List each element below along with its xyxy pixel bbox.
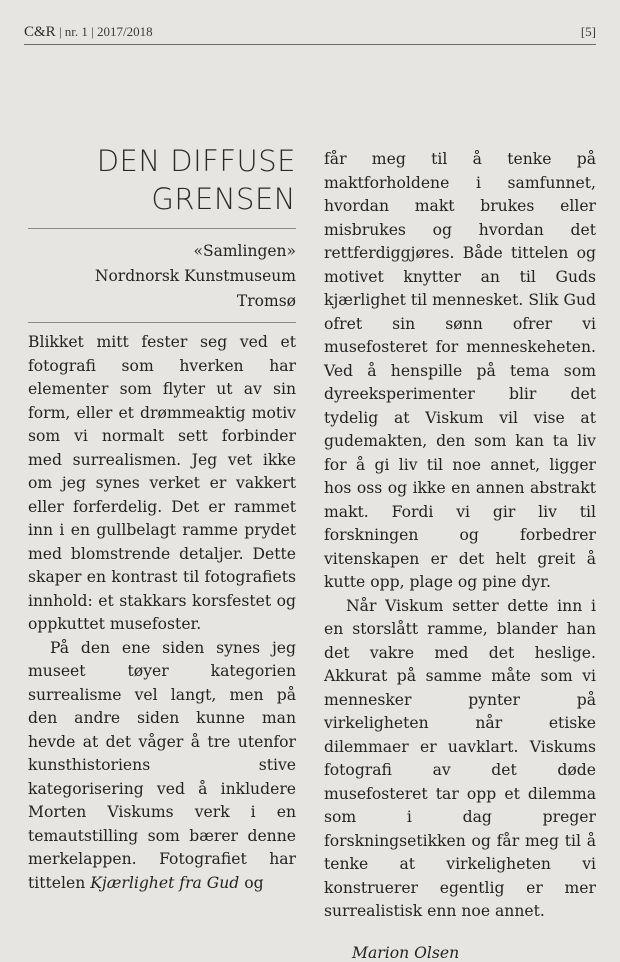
left-column	[28, 130, 296, 895]
title-divider	[28, 228, 296, 229]
museum-city: Tromsø	[236, 292, 296, 310]
paragraph-2-continued: og	[244, 873, 264, 892]
journal-info	[24, 24, 153, 41]
issue-number: nr. 1	[64, 24, 88, 39]
title-line-2: GRENSEN	[151, 182, 296, 216]
paragraph-1: Blikket mitt fester seg ved et fotografi som hverken har elementer som flyter ut av sin form, eller et drømmeaktig motiv som vi normalt sett forbinder med surrealismen. Jeg vet ikke om jeg synes verket er vakkert eller forferdelig. Det er rammet inn i en gullbelagt ramme prydet med blomstrende detaljer. Dette skaper en kontrast til fotografiets innhold: et stakkars korsfestet og oppkuttet musefoster.	[28, 333, 296, 633]
artwork-title: Kjærlighet fra Gud	[90, 873, 240, 892]
separator: |	[58, 24, 65, 39]
venue-divider	[28, 322, 296, 323]
venue-info	[28, 239, 296, 314]
paragraph-2	[28, 637, 296, 896]
exhibition-name: «Samlingen»	[193, 242, 296, 260]
page-number: [5]	[580, 24, 596, 39]
title-line-1: DEN DIFFUSE	[96, 144, 296, 178]
separator: |	[91, 24, 98, 39]
author-byline: Marion Olsen	[352, 943, 460, 962]
right-column	[324, 148, 596, 962]
header-divider	[24, 44, 596, 45]
issue-year: 2017/2018	[97, 24, 153, 39]
article-title	[28, 142, 296, 218]
paragraph-2-text: På den ene siden synes jeg museet tøyer kategorien surrealisme vel langt, men på den andre siden kunne man hevde at det våger å tre utenfor kunsthistoriens stive kategorisering ved å inkludere Morten Viskums verk i en temautstilling som bærer denne merkelappen. Fotografiet har tittelen	[28, 638, 296, 892]
museum-name: Nordnorsk Kunstmuseum	[94, 267, 296, 285]
journal-brand: C&R	[24, 24, 56, 40]
paragraph-3: Når Viskum setter dette inn i en storslått ramme, blander han det vakre med det heslige. Akkurat på samme måte som vi mennesker pynter på virkeligheten når etiske dilemmaer er uavklart. Viskums fotografi av det døde musefosteret tar opp et dilemma som i dag preger forskningsetikken og får meg til å tenke at virkeligheten vi konstruerer egentlig er mer surrealistisk enn noe annet.	[324, 596, 596, 920]
paragraph-2-overflow: får meg til å tenke på maktforholdene i samfunnet, hvordan makt brukes eller misbrukes og hvordan det rettferdiggjøres. Både tittelen og motivet knytter an til Guds kjærlighet til mennesket. Slik Gud ofret sin sønn ofrer vi musefosteret for menneskeheten. Ved å henspille på tema som dyreeksperimenter blir det tydelig at Viskum vil vise at gudemakten, den som kan ta liv for å gi liv til noe annet, ligger hos oss og ikke en annen abstrakt makt. Fordi vi gir liv til forskningen og forbedrer vitenskapen er det helt greit å kutte opp, plage og pine dyr.	[324, 150, 596, 591]
